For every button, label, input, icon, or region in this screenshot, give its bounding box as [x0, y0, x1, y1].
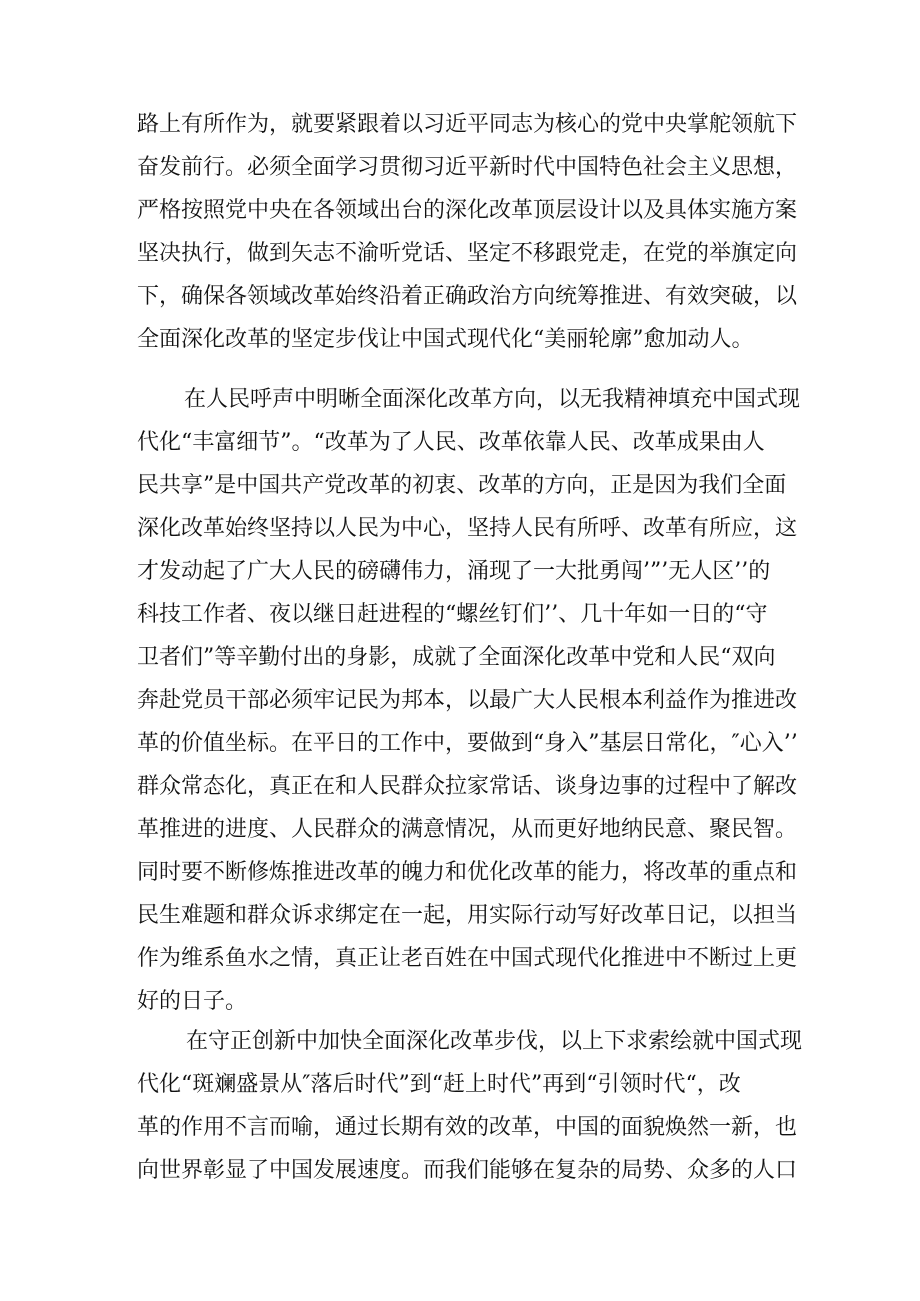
- text-line: 向世界彰显了中国发展速度。而我们能够在复杂的局势、众多的人口: [137, 1158, 798, 1183]
- text-line: 代化“丰富细节”。“改革为了人民、改革依靠人民、改革成果由人: [137, 430, 765, 455]
- text-line: 才发动起了广大人民的磅礴伟力，涌现了一大批勇闯’”’无人区’’的: [137, 559, 771, 584]
- paragraph-first-line: 在守正创新中加快全面深化改革步伐，以上下求索绘就中国式现: [186, 1029, 803, 1054]
- text-line: 民生难题和群众诉求绑定在一起，用实际行动写好改革日记，以担当: [137, 903, 798, 928]
- text-line: 革的价值坐标。在平日的工作中，要做到“身入”基层日常化，″心入’’: [137, 731, 798, 756]
- text-line: 坚决执行，做到矢志不渝听党话、坚定不移跟党走，在党的举旗定向: [137, 241, 798, 266]
- text-line: 革推进的进度、人民群众的满意情况，从而更好地纳民意、聚民智。: [137, 817, 798, 842]
- text-line: 同时要不断修炼推进改革的魄力和优化改革的能力，将改革的重点和: [137, 860, 798, 885]
- text-line: 科技工作者、夜以继日赶进程的“螺丝钉们’’、几十年如一日的“守: [137, 602, 768, 627]
- text-line: 群众常态化，真正在和人民群众拉家常话、谈身边事的过程中了解改: [137, 774, 798, 799]
- text-line: 民共享”是中国共产党改革的初衷、改革的方向，正是因为我们全面: [137, 473, 787, 498]
- text-line: 奔赴党员干部必须牢记民为邦本，以最广大人民根本利益作为推进改: [137, 688, 798, 713]
- text-line: 好的日子。: [137, 989, 248, 1014]
- text-line: 路上有所作为，就要紧跟着以习近平同志为核心的党中央掌舵领航下: [137, 112, 798, 137]
- text-line: 卫者们”等辛勤付出的身影，成就了全面深化改革中党和人民“双向: [137, 645, 776, 670]
- text-line: 深化改革始终坚持以人民为中心，坚持人民有所呼、改革有所应，这: [137, 516, 798, 541]
- text-line: 革的作用不言而喻，通过长期有效的改革，中国的面貌焕然一新，也: [137, 1115, 798, 1140]
- text-line: 严格按照党中央在各领域出台的深化改革顶层设计以及具体实施方案: [137, 198, 798, 223]
- text-line: 作为维系鱼水之情，真正让老百姓在中国式现代化推进中不断过上更: [137, 946, 798, 971]
- text-line: 代化“斑斓盛景从″落后时代”到“赶上时代”再到“引领时代“，改: [137, 1072, 741, 1097]
- text-line: 奋发前行。必须全面学习贯彻习近平新时代中国特色社会主义思想，: [137, 155, 798, 180]
- text-line: 全面深化改革的坚定步伐让中国式现代化“美丽轮廓”愈加动人。: [137, 327, 754, 352]
- text-line: 下，确保各领域改革始终沿着正确政治方向统筹推进、有效突破，以: [137, 284, 798, 309]
- paragraph-first-line: 在人民呼声中明晰全面深化改革方向，以无我精神填充中国式现: [184, 387, 801, 412]
